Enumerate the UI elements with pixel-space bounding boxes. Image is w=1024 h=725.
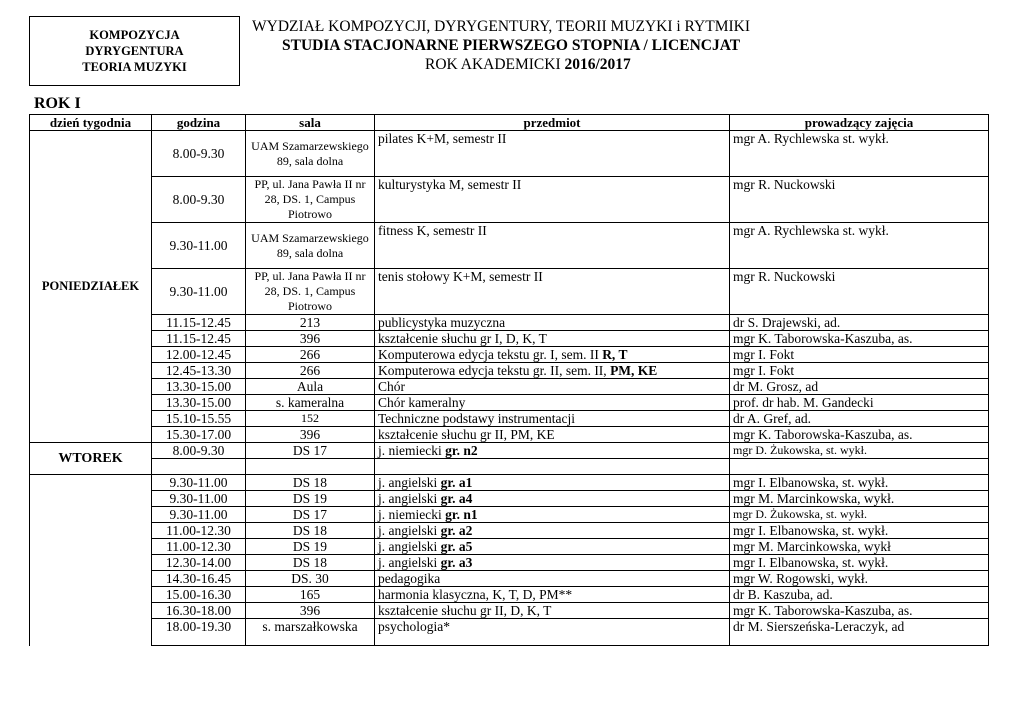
day-tuesday: WTOREK (30, 443, 152, 475)
cell-hour: 18.00-19.30 (152, 619, 246, 646)
table-header-row (30, 115, 989, 131)
subject-text: Komputerowa edycja tekstu gr. II, sem. II, (378, 363, 611, 378)
cell-empty (152, 459, 246, 475)
subject-text: j. niemiecki (378, 507, 446, 522)
cell-hour: 9.30-11.00 (152, 507, 246, 523)
cell-subject: tenis stołowy K+M, semestr II (375, 269, 730, 315)
cell-subject: kulturystyka M, semestr II (375, 177, 730, 223)
cell-room: DS 19 (246, 491, 375, 507)
schedule-table (29, 114, 989, 646)
cell-hour: 8.00-9.30 (152, 131, 246, 177)
cell-room: DS 17 (246, 507, 375, 523)
cell-room: PP, ul. Jana Pawła II nr 28, DS. 1, Campus Piotrowo (246, 269, 375, 315)
cell-hour: 11.00-12.30 (152, 523, 246, 539)
cell-hour: 15.30-17.00 (152, 427, 246, 443)
col-header-hour: godzina (152, 115, 246, 131)
table-row (30, 507, 989, 523)
cell-subject (375, 443, 730, 459)
cell-teacher: mgr R. Nuckowski (730, 269, 989, 315)
cell-room: Aula (246, 379, 375, 395)
cell-room: DS. 30 (246, 571, 375, 587)
col-header-day: dzień tygodnia (30, 115, 152, 131)
cell-teacher: dr A. Gref, ad. (730, 411, 989, 427)
cell-room: 266 (246, 363, 375, 379)
cell-subject: kształcenie słuchu gr I, D, K, T (375, 331, 730, 347)
cell-room: 152 (246, 411, 375, 427)
cell-room: UAM Szamarzewskiego 89, sala dolna (246, 223, 375, 269)
cell-teacher: dr M. Sierszeńska-Leraczyk, ad (730, 619, 989, 646)
table-row (30, 315, 989, 331)
cell-subject (375, 555, 730, 571)
table-row (30, 571, 989, 587)
col-header-teacher: prowadzący zajęcia (730, 115, 989, 131)
cell-teacher: mgr K. Taborowska-Kaszuba, as. (730, 427, 989, 443)
day-monday: PONIEDZIAŁEK (30, 131, 152, 443)
cell-teacher: dr S. Drajewski, ad. (730, 315, 989, 331)
cell-subject: psychologia* (375, 619, 730, 646)
cell-empty (246, 459, 375, 475)
subject-text: j. angielski (378, 491, 441, 506)
cell-room: 266 (246, 347, 375, 363)
document-header (250, 17, 850, 74)
cell-teacher: dr M. Grosz, ad (730, 379, 989, 395)
cell-room: 396 (246, 603, 375, 619)
col-header-subject: przedmiot (375, 115, 730, 131)
department-box (29, 16, 240, 86)
box-line: DYRYGENTURA (85, 44, 184, 58)
table-row (30, 539, 989, 555)
cell-room: 396 (246, 331, 375, 347)
cell-teacher: mgr A. Rychlewska st. wykł. (730, 223, 989, 269)
cell-teacher: mgr K. Taborowska-Kaszuba, as. (730, 603, 989, 619)
cell-room: s. kameralna (246, 395, 375, 411)
cell-teacher: mgr M. Marcinkowska, wykł (730, 539, 989, 555)
box-line: TEORIA MUZYKI (82, 60, 187, 74)
cell-hour: 8.00-9.30 (152, 177, 246, 223)
cell-teacher: mgr D. Żukowska, st. wykł. (730, 507, 989, 523)
cell-empty (375, 459, 730, 475)
table-row-empty (30, 459, 989, 475)
header-faculty: WYDZIAŁ KOMPOZYCJI, DYRYGENTURY, TEORII MUZYKI i RYTMIKI (252, 18, 750, 35)
table-row (30, 177, 989, 223)
cell-teacher: mgr I. Fokt (730, 363, 989, 379)
cell-room: 396 (246, 427, 375, 443)
cell-teacher: mgr I. Elbanowska, st. wykł. (730, 523, 989, 539)
table-row (30, 491, 989, 507)
cell-room: 165 (246, 587, 375, 603)
cell-teacher: mgr I. Elbanowska, st. wykł. (730, 475, 989, 491)
cell-subject: kształcenie słuchu gr II, PM, KE (375, 427, 730, 443)
cell-subject: kształcenie słuchu gr II, D, K, T (375, 603, 730, 619)
table-row (30, 555, 989, 571)
subject-bold: gr. n2 (445, 443, 478, 458)
table-row (30, 475, 989, 491)
cell-subject (375, 347, 730, 363)
cell-subject: Chór kameralny (375, 395, 730, 411)
cell-hour: 11.00-12.30 (152, 539, 246, 555)
cell-teacher: mgr W. Rogowski, wykł. (730, 571, 989, 587)
table-row (30, 427, 989, 443)
cell-subject (375, 363, 730, 379)
table-row (30, 619, 989, 646)
subject-bold: gr. a2 (440, 523, 473, 538)
subject-bold: gr. a5 (440, 539, 473, 554)
subject-bold: gr. a1 (440, 475, 473, 490)
cell-hour: 14.30-16.45 (152, 571, 246, 587)
cell-hour: 11.15-12.45 (152, 315, 246, 331)
table-row (30, 523, 989, 539)
cell-subject (375, 491, 730, 507)
cell-hour: 16.30-18.00 (152, 603, 246, 619)
subject-text: Komputerowa edycja tekstu gr. I, sem. II (378, 347, 603, 362)
cell-subject: pilates K+M, semestr II (375, 131, 730, 177)
table-row (30, 603, 989, 619)
cell-hour: 11.15-12.45 (152, 331, 246, 347)
table-row (30, 587, 989, 603)
table-row (30, 223, 989, 269)
cell-empty (730, 459, 989, 475)
cell-teacher: prof. dr hab. M. Gandecki (730, 395, 989, 411)
cell-teacher: mgr A. Rychlewska st. wykł. (730, 131, 989, 177)
cell-hour: 12.00-12.45 (152, 347, 246, 363)
table-row (30, 363, 989, 379)
cell-teacher: mgr K. Taborowska-Kaszuba, as. (730, 331, 989, 347)
cell-hour: 15.10-15.55 (152, 411, 246, 427)
cell-room: DS 18 (246, 523, 375, 539)
subject-text: j. angielski (378, 523, 441, 538)
cell-teacher: mgr I. Fokt (730, 347, 989, 363)
cell-subject (375, 507, 730, 523)
subject-bold: PM, KE (610, 363, 658, 378)
cell-subject (375, 539, 730, 555)
cell-teacher: mgr R. Nuckowski (730, 177, 989, 223)
cell-subject: pedagogika (375, 571, 730, 587)
cell-room: UAM Szamarzewskiego 89, sala dolna (246, 131, 375, 177)
cell-teacher: dr B. Kaszuba, ad. (730, 587, 989, 603)
table-row (30, 331, 989, 347)
year-label: ROK I (34, 95, 81, 112)
cell-hour: 9.30-11.00 (152, 475, 246, 491)
cell-room: DS 18 (246, 475, 375, 491)
cell-subject: Techniczne podstawy instrumentacji (375, 411, 730, 427)
cell-hour: 8.00-9.30 (152, 443, 246, 459)
table-row (30, 411, 989, 427)
cell-subject: Chór (375, 379, 730, 395)
header-studies: STUDIA STACJONARNE PIERWSZEGO STOPNIA / LICENCJAT (282, 37, 741, 54)
col-header-room: sala (246, 115, 375, 131)
cell-hour: 12.30-14.00 (152, 555, 246, 571)
header-year-prefix: ROK AKADEMICKI (425, 56, 565, 73)
table-row (30, 395, 989, 411)
table-row (30, 131, 989, 177)
cell-hour: 9.30-11.00 (152, 223, 246, 269)
cell-room: DS 18 (246, 555, 375, 571)
cell-room: 213 (246, 315, 375, 331)
table-row (30, 379, 989, 395)
subject-bold: gr. n1 (445, 507, 478, 522)
box-line: KOMPOZYCJA (89, 28, 180, 42)
cell-teacher: mgr M. Marcinkowska, wykł. (730, 491, 989, 507)
table-row (30, 443, 989, 459)
cell-hour: 13.30-15.00 (152, 379, 246, 395)
day-blank (30, 475, 152, 646)
table-row (30, 269, 989, 315)
cell-subject: publicystyka muzyczna (375, 315, 730, 331)
cell-room: s. marszałkowska (246, 619, 375, 646)
cell-room: DS 17 (246, 443, 375, 459)
cell-subject (375, 523, 730, 539)
cell-teacher: mgr D. Żukowska, st. wykł. (730, 443, 989, 459)
header-year (250, 55, 850, 74)
subject-text: j. angielski (378, 475, 441, 490)
subject-bold: gr. a4 (440, 491, 473, 506)
cell-subject: harmonia klasyczna, K, T, D, PM** (375, 587, 730, 603)
cell-subject: fitness K, semestr II (375, 223, 730, 269)
subject-text: j. angielski (378, 539, 441, 554)
cell-subject (375, 475, 730, 491)
header-year-value: 2016/2017 (564, 56, 631, 73)
table-row (30, 347, 989, 363)
cell-room: PP, ul. Jana Pawła II nr 28, DS. 1, Campus Piotrowo (246, 177, 375, 223)
cell-hour: 9.30-11.00 (152, 491, 246, 507)
cell-hour: 13.30-15.00 (152, 395, 246, 411)
cell-teacher: mgr I. Elbanowska, st. wykł. (730, 555, 989, 571)
cell-room: DS 19 (246, 539, 375, 555)
subject-text: j. angielski (378, 555, 441, 570)
cell-hour: 15.00-16.30 (152, 587, 246, 603)
cell-hour: 9.30-11.00 (152, 269, 246, 315)
subject-bold: gr. a3 (440, 555, 473, 570)
cell-hour: 12.45-13.30 (152, 363, 246, 379)
subject-text: j. niemiecki (378, 443, 446, 458)
subject-bold: R, T (602, 347, 628, 362)
